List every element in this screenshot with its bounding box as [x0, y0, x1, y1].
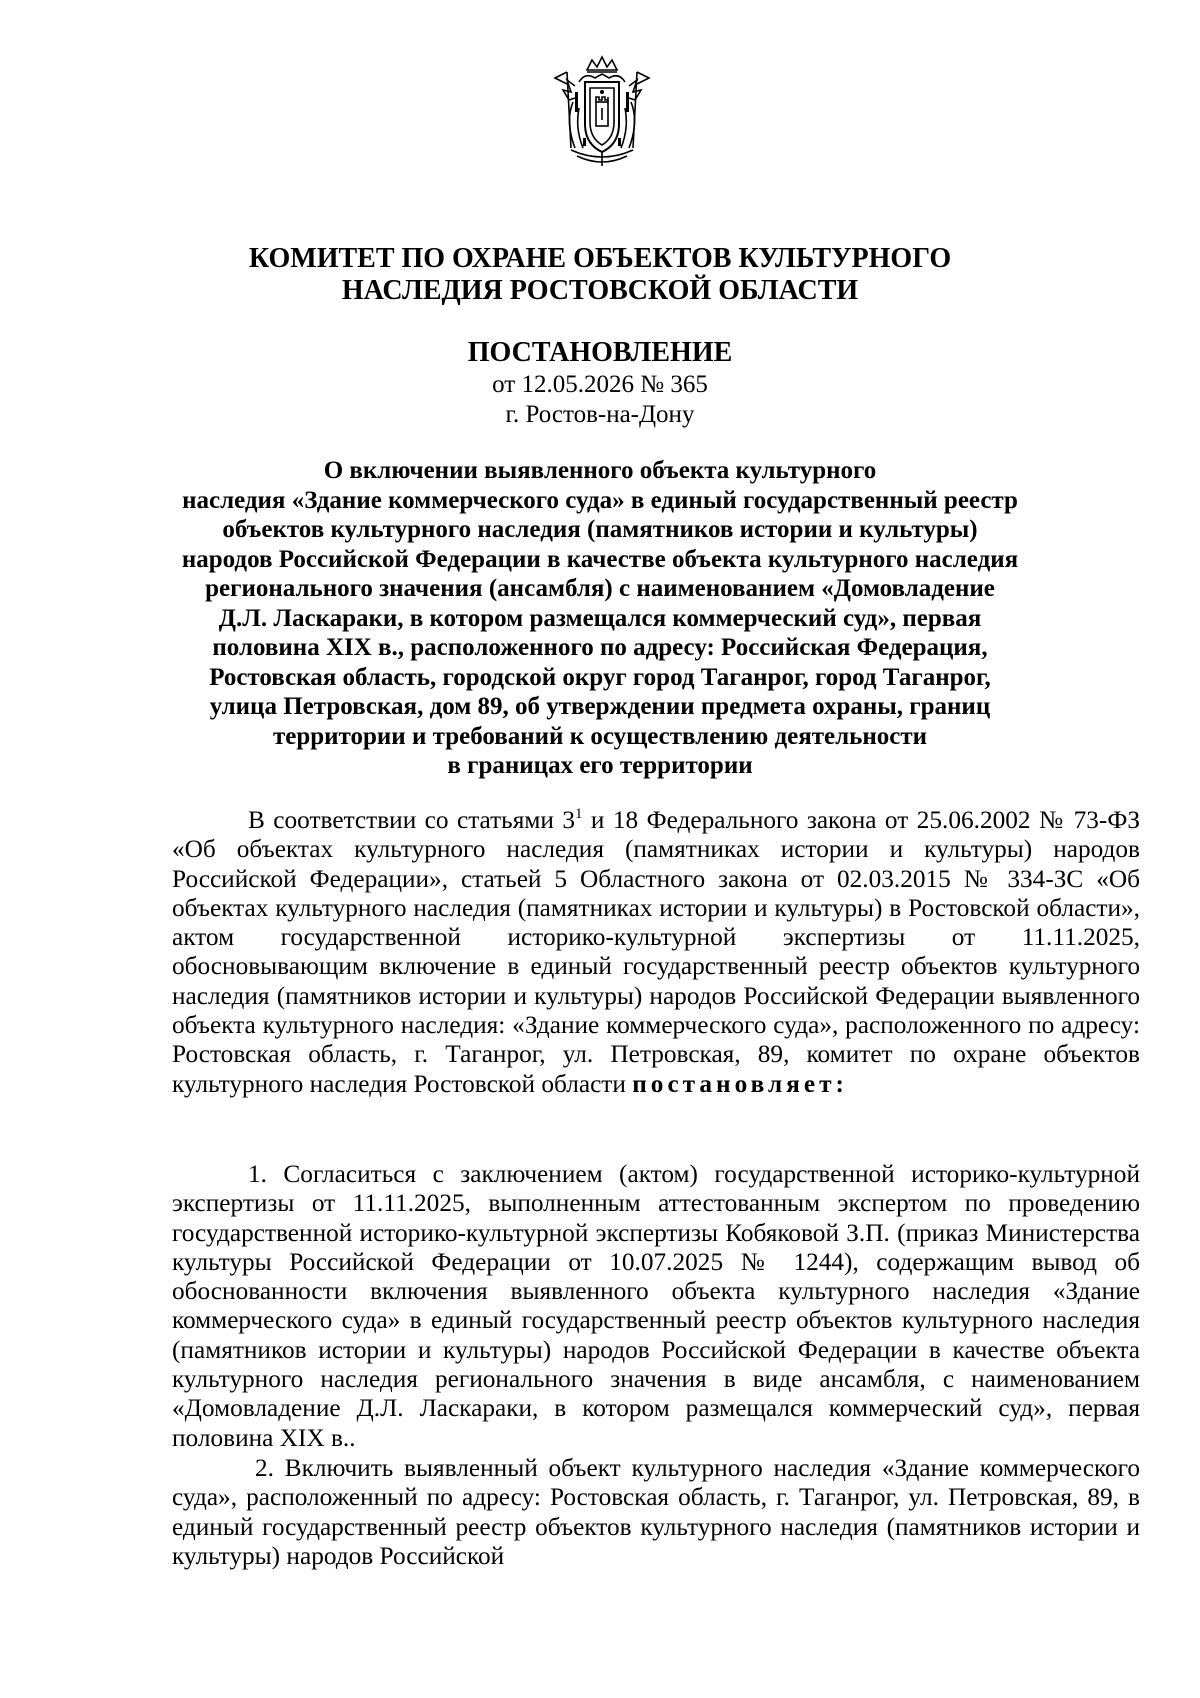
title-line: Ростовская область, городской округ город Таганрог, город Таганрог, [209, 663, 991, 691]
preamble-text [172, 806, 1140, 1099]
title-line: О включении выявленного объекта культурного [323, 457, 877, 484]
title-line: объектов культурного наследия (памятников истории и культуры) [222, 516, 978, 543]
document-type: ПОСТАНОВЛЕНИЕ [467, 337, 733, 368]
preamble-text-part1: В соответствии со статьями 3 [248, 806, 575, 834]
document-place: г. Ростов-на-Дону [505, 401, 695, 428]
item-text-2: 2. Включить выявленный объект культурного наследия «Здание коммерческого суда», расположенный по адресу: Ростовская область, г. Таганрог, ул. Петровская, 89, в единый государственный реестр объектов культурного наследия (памятников истории и культуры) народов Российской [172, 1454, 1140, 1570]
preamble-text-part2: и 18 Федерального закона от 25.06.2002 № 73-ФЗ «Об объектах культурного наследия (памятниках истории и культуры) народов Российской Федерации», статьей 5 Областного закона от 02.03.2015 № 334-ЗС «Об объектах культурного наследия (памятниках истории и культуры) в Ростовской области», актом государственной историко-культурной экспертизы от 11.11.2025, обосновывающим включение в единый государственный реестр объектов культурного наследия (памятников истории и культуры) народов Российской Федерации выявленного объекта культурного наследия: «Здание коммерческого суда», расположенного по адресу: Ростовская область, г. Таганрог, ул. Петровская, 89, комитет по охране объектов культурного наследия Ростовской области [172, 806, 1141, 1098]
title-line: улица Петровская, дом 89, об утверждении предмета охраны, границ [209, 693, 991, 720]
preamble-paragraph [172, 806, 1140, 1099]
organization-name [150, 243, 1050, 307]
preamble-superscript: 1 [574, 806, 583, 822]
title-line: половина XIX в., расположенного по адресу: Российская Федерация, [212, 634, 988, 661]
title-line: в границах его территории [447, 752, 753, 779]
document-title [140, 456, 1060, 781]
title-line: Д.Л. Ласкараки, в котором размещался коммерческий суд», первая [218, 604, 982, 632]
title-line: наследия «Здание коммерческого суда» в единый государственный реестр [182, 486, 1018, 514]
item-paragraph-1 [172, 1160, 1140, 1453]
title-line: регионального значения (ансамбля) с наименованием «Домовладение [205, 575, 995, 602]
coat-of-arms-icon [545, 52, 659, 172]
item-text-1: 1. Согласиться с заключением (актом) государственной историко-культурной экспертизы от 11.11.2025, выполненным аттестованным экспертом по проведению государственной историко-культурной экспертизы Кобяковой З.П. (приказ Министерства культуры Российской Федерации от 10.07.2025 № 1244), содержащим вывод об обоснованности включения выявленного объекта культурного наследия «Здание коммерческого суда» в единый государственный реестр объектов культурного наследия (памятников истории и культуры) народов Российской Федерации в качестве объекта культурного наследия регионального значения в виде ансамбля, с наименованием «Домовладение Д.Л. Ласкараки, в котором размещался коммерческий суд», первая половина XIX в.. [172, 1160, 1140, 1452]
document-date-number: от 12.05.2026 № 365 [492, 371, 708, 398]
item-paragraph-2 [172, 1454, 1140, 1571]
resolves-word: постановляет: [632, 1069, 848, 1098]
organization-line-1: КОМИТЕТ ПО ОХРАНЕ ОБЪЕКТОВ КУЛЬТУРНОГО [248, 243, 952, 274]
title-line: народов Российской Федерации в качестве объекта культурного наследия [181, 545, 1019, 573]
organization-line-2: НАСЛЕДИЯ РОСТОВСКОЙ ОБЛАСТИ [341, 275, 859, 306]
title-line: территории и требований к осуществлению деятельности [272, 722, 928, 750]
